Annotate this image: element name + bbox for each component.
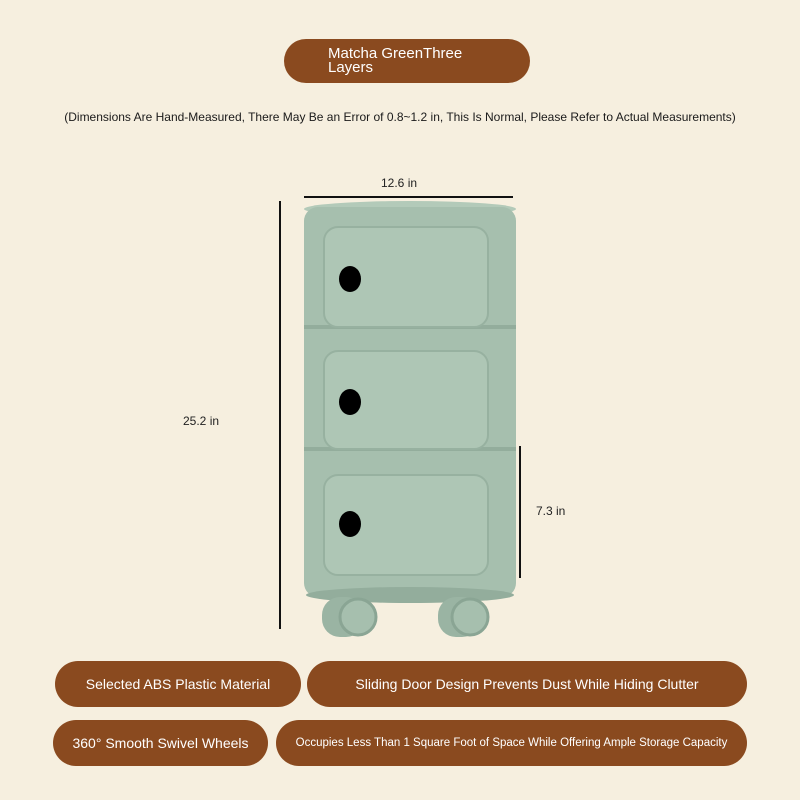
feature-text: Selected ABS Plastic Material	[85, 676, 271, 692]
height-dimension-line	[279, 201, 281, 629]
door-handle-hole	[339, 389, 361, 415]
feature-badge-material	[55, 661, 301, 707]
wheel-left	[322, 597, 376, 637]
door-handle-hole	[339, 266, 361, 292]
feature-text: 360° Smooth Swivel Wheels	[72, 735, 249, 751]
wheel-right	[438, 597, 488, 637]
door-handle-hole	[339, 511, 361, 537]
title-badge	[284, 39, 530, 83]
feature-badge-wheels	[53, 720, 268, 766]
feature-badge-sliding-door	[307, 661, 747, 707]
feature-badge-space	[276, 720, 747, 766]
feature-text: Occupies Less Than 1 Square Foot of Space While Offering Ample Storage Capacity	[295, 737, 728, 749]
layer-height-label: 7.3 in	[536, 504, 566, 518]
storage-cabinet-illustration	[290, 195, 530, 645]
measurement-note: (Dimensions Are Hand-Measured, There May Be an Error of 0.8~1.2 in, This Is Normal, Please Refer to Actual Measurements)	[64, 110, 736, 124]
feature-text: Sliding Door Design Prevents Dust While Hiding Clutter	[355, 676, 699, 692]
product-title: Matcha GreenThree Layers	[328, 45, 463, 76]
height-label: 25.2 in	[183, 414, 220, 428]
width-label: 12.6 in	[381, 176, 418, 190]
